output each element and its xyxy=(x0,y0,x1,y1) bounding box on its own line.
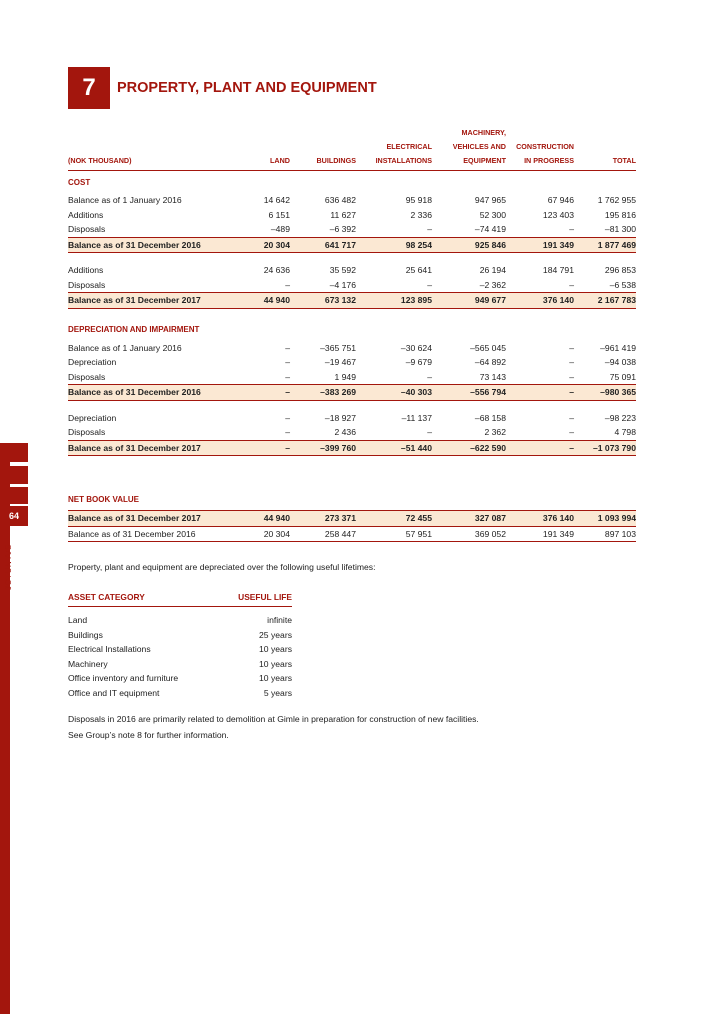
sidebar-tab xyxy=(0,466,28,484)
cell-value: 20 304 xyxy=(238,526,290,542)
cell-value: – xyxy=(569,279,574,290)
cell-value: –365 751 xyxy=(320,342,356,353)
cell-value: –2 362 xyxy=(479,279,506,290)
cell-value: –1 073 790 xyxy=(574,440,636,456)
cell-value: – xyxy=(569,371,574,382)
cell-value: –565 045 xyxy=(470,342,506,353)
row-label: Additions xyxy=(68,265,104,276)
table-row xyxy=(68,411,636,426)
cell-value: 1 762 955 xyxy=(597,195,636,206)
row-label: Balance as of 31 December 2017 xyxy=(68,440,238,456)
table-row xyxy=(68,341,636,356)
header-electrical xyxy=(356,126,432,171)
row-label: Balance as of 31 December 2017 xyxy=(68,293,238,309)
cell-value: 947 965 xyxy=(474,195,506,206)
cell-value: 72 455 xyxy=(356,511,432,527)
cell-value: 95 918 xyxy=(405,195,432,206)
cell-value: – xyxy=(569,412,574,423)
lifetime-row xyxy=(68,613,292,628)
cell-value: 14 642 xyxy=(263,195,290,206)
cell-value: 2 336 xyxy=(410,209,432,220)
cell-value: –622 590 xyxy=(432,440,506,456)
table-row xyxy=(68,425,636,440)
cell-value: 184 791 xyxy=(542,265,574,276)
cell-value: 1 949 xyxy=(334,371,356,382)
cell-value: –98 223 xyxy=(604,412,636,423)
row-label: Balance as of 1 January 2016 xyxy=(68,195,182,206)
cell-value: 273 371 xyxy=(290,511,356,527)
sidebar-accent-strip xyxy=(0,443,10,1014)
cell-value: – xyxy=(238,440,290,456)
spacer-row xyxy=(68,253,636,264)
row-label: Balance as of 31 December 2017 xyxy=(68,511,238,527)
useful-life: 10 years xyxy=(259,644,292,655)
useful-life: 25 years xyxy=(259,629,292,640)
table-row xyxy=(68,237,636,253)
sidebar-tab xyxy=(0,443,28,462)
page-number: 64 xyxy=(0,506,28,526)
cell-value: 25 641 xyxy=(405,265,432,276)
header-label: (NOK THOUSAND) xyxy=(68,126,238,171)
cell-value: 2 362 xyxy=(484,427,506,438)
cell-value: 949 677 xyxy=(432,293,506,309)
cell-value: 44 940 xyxy=(238,293,290,309)
section-heading-row xyxy=(68,319,636,341)
useful-life: 10 years xyxy=(259,658,292,669)
cell-value: 191 349 xyxy=(506,526,574,542)
footnote-line: See Group’s note 8 for further information. xyxy=(68,729,229,740)
cell-value: 369 052 xyxy=(432,526,506,542)
table-row xyxy=(68,385,636,401)
cell-value: –74 419 xyxy=(474,224,506,235)
cell-value: –489 xyxy=(270,224,290,235)
cell-value: – xyxy=(569,357,574,368)
spacer-row xyxy=(68,456,636,489)
cell-value: – xyxy=(285,357,290,368)
asset-category: Office and IT equipment xyxy=(68,687,160,698)
cell-value: 376 140 xyxy=(506,293,574,309)
table-row xyxy=(68,293,636,309)
cell-value: 52 300 xyxy=(479,209,506,220)
section-heading: DEPRECIATION AND IMPAIRMENT xyxy=(68,325,200,334)
cell-value: – xyxy=(285,427,290,438)
cell-value: – xyxy=(238,385,290,401)
header-construction xyxy=(506,126,574,171)
lifetime-row xyxy=(68,671,292,686)
cell-value: –30 624 xyxy=(400,342,432,353)
lifetimes-table xyxy=(68,590,292,700)
table-header-row xyxy=(68,126,636,171)
useful-life: 5 years xyxy=(263,687,292,698)
cell-value: – xyxy=(569,224,574,235)
cell-value: – xyxy=(506,440,574,456)
cell-value: 641 717 xyxy=(290,237,356,253)
cell-value: 11 627 xyxy=(330,209,356,220)
spacer xyxy=(68,253,636,264)
section-heading: NET BOOK VALUE xyxy=(68,494,139,504)
cell-value: 195 816 xyxy=(604,209,636,220)
header-construction-line: IN PROGRESS xyxy=(524,156,574,165)
cell-value: –94 038 xyxy=(604,357,636,368)
asset-category: Buildings xyxy=(68,629,103,640)
header-electrical-line: INSTALLATIONS xyxy=(375,156,432,165)
cell-value: 20 304 xyxy=(238,237,290,253)
section-title: PROPERTY, PLANT AND EQUIPMENT xyxy=(117,80,377,96)
section-number: 7 xyxy=(68,67,110,109)
cell-value: –64 892 xyxy=(474,357,506,368)
footnote xyxy=(68,712,479,743)
table-row xyxy=(68,511,636,527)
ppe-table xyxy=(68,126,636,542)
cell-value: 258 447 xyxy=(290,526,356,542)
useful-life: infinite xyxy=(267,615,292,626)
lifetime-row xyxy=(68,628,292,643)
cell-value: –51 440 xyxy=(356,440,432,456)
cell-value: – xyxy=(569,427,574,438)
cell-value: –399 760 xyxy=(290,440,356,456)
table-row xyxy=(68,208,636,223)
cell-value: –40 303 xyxy=(356,385,432,401)
cell-value: –6 392 xyxy=(329,224,356,235)
header-useful-life: USEFUL LIFE xyxy=(218,590,292,607)
cell-value: 67 946 xyxy=(547,195,574,206)
sidebar-tab xyxy=(0,487,28,504)
lifetime-row xyxy=(68,642,292,657)
header-machinery-line: VEHICLES AND xyxy=(452,142,506,151)
section-heading-row xyxy=(68,488,636,511)
asset-category: Machinery xyxy=(68,658,108,669)
table-row xyxy=(68,440,636,456)
cell-value: –11 137 xyxy=(401,412,432,423)
cell-value: 327 087 xyxy=(432,511,506,527)
cell-value: – xyxy=(285,279,290,290)
spacer-row xyxy=(68,308,636,319)
row-label: Depreciation xyxy=(68,357,117,368)
spacer-row xyxy=(68,400,636,411)
cell-value: 296 853 xyxy=(604,265,636,276)
row-label: Disposals xyxy=(68,371,106,382)
cell-value: –556 794 xyxy=(432,385,506,401)
cell-value: – xyxy=(427,224,432,235)
cell-value: 98 254 xyxy=(356,237,432,253)
cell-value: 2 167 783 xyxy=(574,293,636,309)
table-row xyxy=(68,278,636,293)
header-total: TOTAL xyxy=(574,126,636,171)
cell-value: 4 798 xyxy=(614,427,636,438)
section-heading: COST xyxy=(68,177,91,187)
table-row xyxy=(68,193,636,208)
cell-value: – xyxy=(427,371,432,382)
cell-value: 636 482 xyxy=(324,195,356,206)
cell-value: 44 940 xyxy=(238,511,290,527)
asset-category: Land xyxy=(68,615,88,626)
lifetimes-note: Property, plant and equipment are depreciated over the following useful lifetimes: xyxy=(68,562,376,572)
cell-value: – xyxy=(285,342,290,353)
asset-category: Electrical Installations xyxy=(68,644,151,655)
row-label: Disposals xyxy=(68,224,106,235)
cell-value: 191 349 xyxy=(506,237,574,253)
cell-value: 123 895 xyxy=(356,293,432,309)
spacer xyxy=(68,400,636,411)
cell-value: 123 403 xyxy=(542,209,574,220)
header-machinery xyxy=(432,126,506,171)
asset-category: Office inventory and furniture xyxy=(68,673,179,684)
cell-value: 673 132 xyxy=(290,293,356,309)
cell-value: – xyxy=(506,385,574,401)
lifetimes-header-row xyxy=(68,590,292,607)
row-label: Depreciation xyxy=(68,412,117,423)
table-row xyxy=(68,222,636,237)
cell-value: – xyxy=(285,412,290,423)
header-machinery-line: MACHINERY, xyxy=(461,128,506,137)
cell-value: – xyxy=(569,342,574,353)
cell-value: 1 877 469 xyxy=(574,237,636,253)
spacer xyxy=(68,456,636,489)
cell-value: 897 103 xyxy=(574,526,636,542)
cell-value: 75 091 xyxy=(609,371,636,382)
cell-value: 2 436 xyxy=(334,427,356,438)
row-label: Additions xyxy=(68,209,104,220)
row-label: Balance as of 31 December 2016 xyxy=(68,237,238,253)
cell-value: –81 300 xyxy=(604,224,636,235)
row-label: Balance as of 1 January 2016 xyxy=(68,342,182,353)
table-row xyxy=(68,263,636,278)
cell-value: –383 269 xyxy=(290,385,356,401)
cell-value: 376 140 xyxy=(506,511,574,527)
header-machinery-line: EQUIPMENT xyxy=(463,156,506,165)
cell-value: 24 636 xyxy=(263,265,290,276)
cell-value: –19 467 xyxy=(324,357,356,368)
cell-value: –4 176 xyxy=(329,279,356,290)
row-label: Disposals xyxy=(68,427,106,438)
footnote-line: Disposals in 2016 are primarily related to demolition at Gimle in preparation for construction of new facilities. xyxy=(68,714,479,724)
cell-value: 6 151 xyxy=(268,209,290,220)
cell-value: 1 093 994 xyxy=(574,511,636,527)
cell-value: 35 592 xyxy=(329,265,356,276)
header-buildings: BUILDINGS xyxy=(290,126,356,171)
lifetime-row xyxy=(68,686,292,701)
cell-value: –6 538 xyxy=(609,279,636,290)
header-construction-line: CONSTRUCTION xyxy=(516,142,574,151)
cell-value: – xyxy=(427,427,432,438)
brand-label: JOTUN A/S xyxy=(4,544,13,590)
cell-value: – xyxy=(427,279,432,290)
cell-value: 26 194 xyxy=(479,265,506,276)
table-row xyxy=(68,526,636,542)
cell-value: –980 365 xyxy=(574,385,636,401)
cell-value: – xyxy=(285,371,290,382)
spacer xyxy=(68,308,636,319)
cell-value: 73 143 xyxy=(479,371,506,382)
section-heading-row xyxy=(68,171,636,194)
lifetime-row xyxy=(68,657,292,672)
cell-value: –9 679 xyxy=(405,357,432,368)
useful-life: 10 years xyxy=(259,673,292,684)
header-asset-category: ASSET CATEGORY xyxy=(68,590,218,607)
table-row xyxy=(68,370,636,385)
cell-value: –961 419 xyxy=(600,342,636,353)
row-label: Balance as of 31 December 2016 xyxy=(68,526,238,542)
cell-value: 925 846 xyxy=(432,237,506,253)
cell-value: –68 158 xyxy=(474,412,506,423)
row-label: Balance as of 31 December 2016 xyxy=(68,385,238,401)
row-label: Disposals xyxy=(68,279,106,290)
cell-value: 57 951 xyxy=(356,526,432,542)
header-electrical-line: ELECTRICAL xyxy=(386,142,432,151)
cell-value: –18 927 xyxy=(324,412,356,423)
header-land: LAND xyxy=(238,126,290,171)
table-row xyxy=(68,355,636,370)
